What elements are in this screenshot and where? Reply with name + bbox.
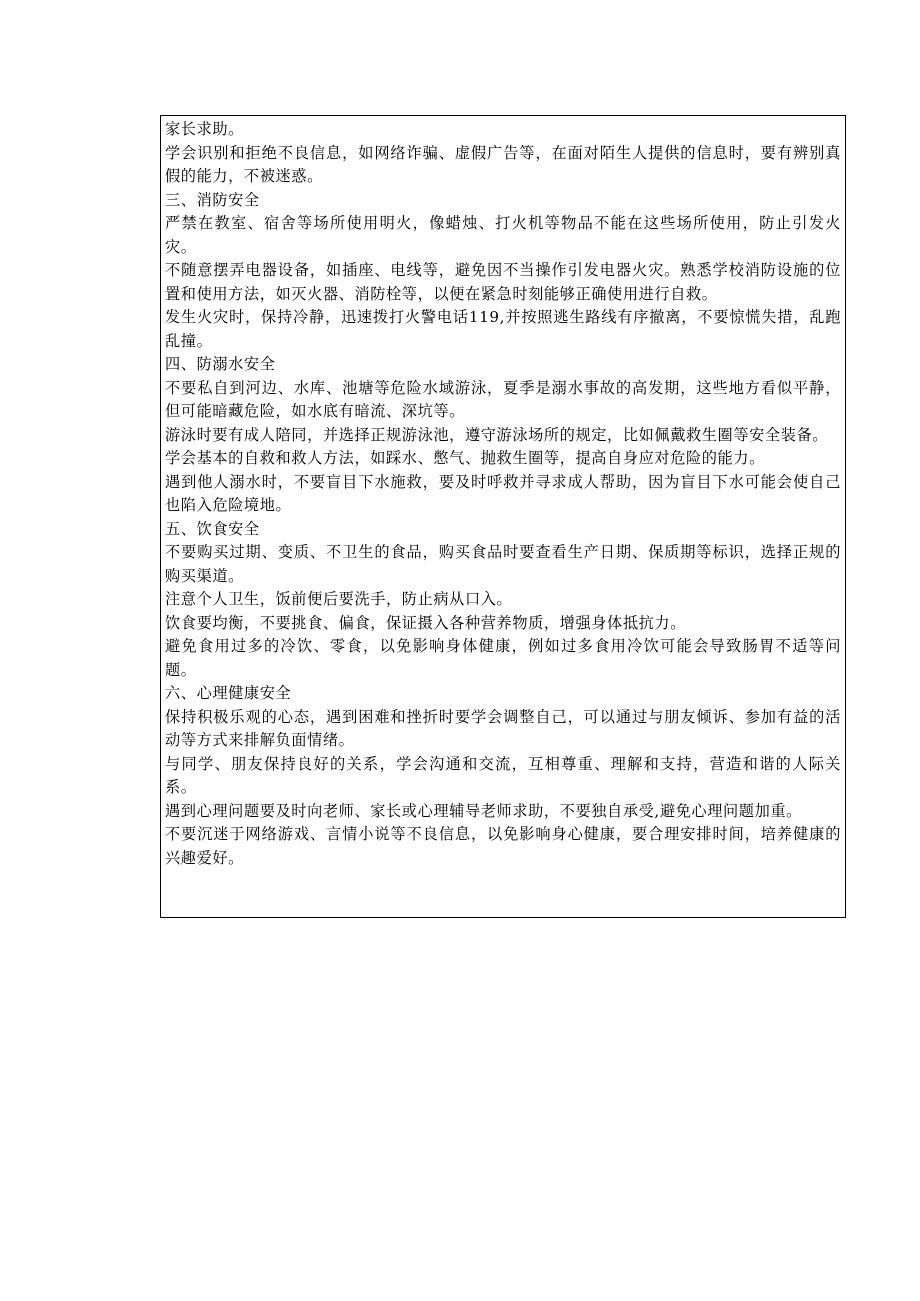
paragraph: 避免食用过多的冷饮、零食，以免影响身体健康，例如过多食用冷饮可能会导致肠胃不适等问题。 [165, 637, 841, 679]
paragraph: 严禁在教室、宿舍等场所使用明火，像蜡烛、打火机等物品不能在这些场所使用，防止引发火灾。 [165, 214, 841, 256]
paragraph: 与同学、朋友保持良好的关系，学会沟通和交流，互相尊重、理解和支持，营造和谐的人际关系。 [165, 754, 841, 796]
paragraph: 保持积极乐观的心态，遇到困难和挫折时要学会调整自己，可以通过与朋友倾诉、参加有益的活动等方式来排解负面情绪。 [165, 707, 841, 749]
paragraph: 学会基本的自救和救人方法，如踩水、憋气、抛救生圈等，提高自身应对危险的能力。 [165, 449, 765, 467]
section-heading: 五、饮食安全 [165, 519, 260, 538]
section-heading: 六、心理健康安全 [165, 684, 292, 702]
paragraph: 注意个人卫生，饭前便后要洗手，防止病从口入。 [165, 590, 513, 608]
document-text-box [160, 115, 846, 918]
paragraph: 发生火灾时，保持冷静，迅速拨打火警电话119,并按照逃生路线有序撤离，不要惊慌失措，乱跑乱撞。 [165, 308, 841, 350]
section-heading: 三、消防安全 [165, 190, 260, 209]
paragraph: 不要购买过期、变质、不卫生的食品，购买食品时要查看生产日期、保质期等标识，选择正规的购买渠道。 [165, 543, 841, 585]
paragraph: 不要私自到河边、水库、池塘等危险水域游泳，夏季是溺水事故的高发期，这些地方看似平静，但可能暗藏危险，如水底有暗流、深坑等。 [165, 378, 841, 420]
paragraph: 学会识别和拒绝不良信息，如网络诈骗、虚假广告等，在面对陌生人提供的信息时，要有辨别真假的能力，不被迷惑。 [165, 143, 841, 185]
paragraph: 不随意摆弄电器设备，如插座、电线等，避免因不当操作引发电器火灾。熟悉学校消防设施的位置和使用方法，如灭火器、消防栓等，以便在紧急时刻能够正确使用进行自救。 [165, 261, 841, 303]
paragraph: 遇到他人溺水时，不要盲目下水施救，要及时呼救并寻求成人帮助，因为盲目下水可能会使自己也陷入危险境地。 [165, 472, 841, 514]
paragraph: 家长求助。 [165, 120, 244, 138]
paragraph: 游泳时要有成人陪同，并选择正规游泳池，遵守游泳场所的规定，比如佩戴救生圈等安全装备。 [165, 425, 829, 444]
section-heading: 四、防溺水安全 [165, 355, 276, 373]
paragraph: 不要沉迷于网络游戏、言情小说等不良信息，以免影响身心健康，要合理安排时间，培养健康的兴趣爱好。 [165, 825, 841, 867]
paragraph: 遇到心理问题要及时向老师、家长或心理辅导老师求助，不要独自承受,避免心理问题加重。 [165, 801, 802, 820]
paragraph: 饮食要均衡，不要挑食、偏食，保证摄入各种营养物质，增强身体抵抗力。 [165, 613, 686, 632]
